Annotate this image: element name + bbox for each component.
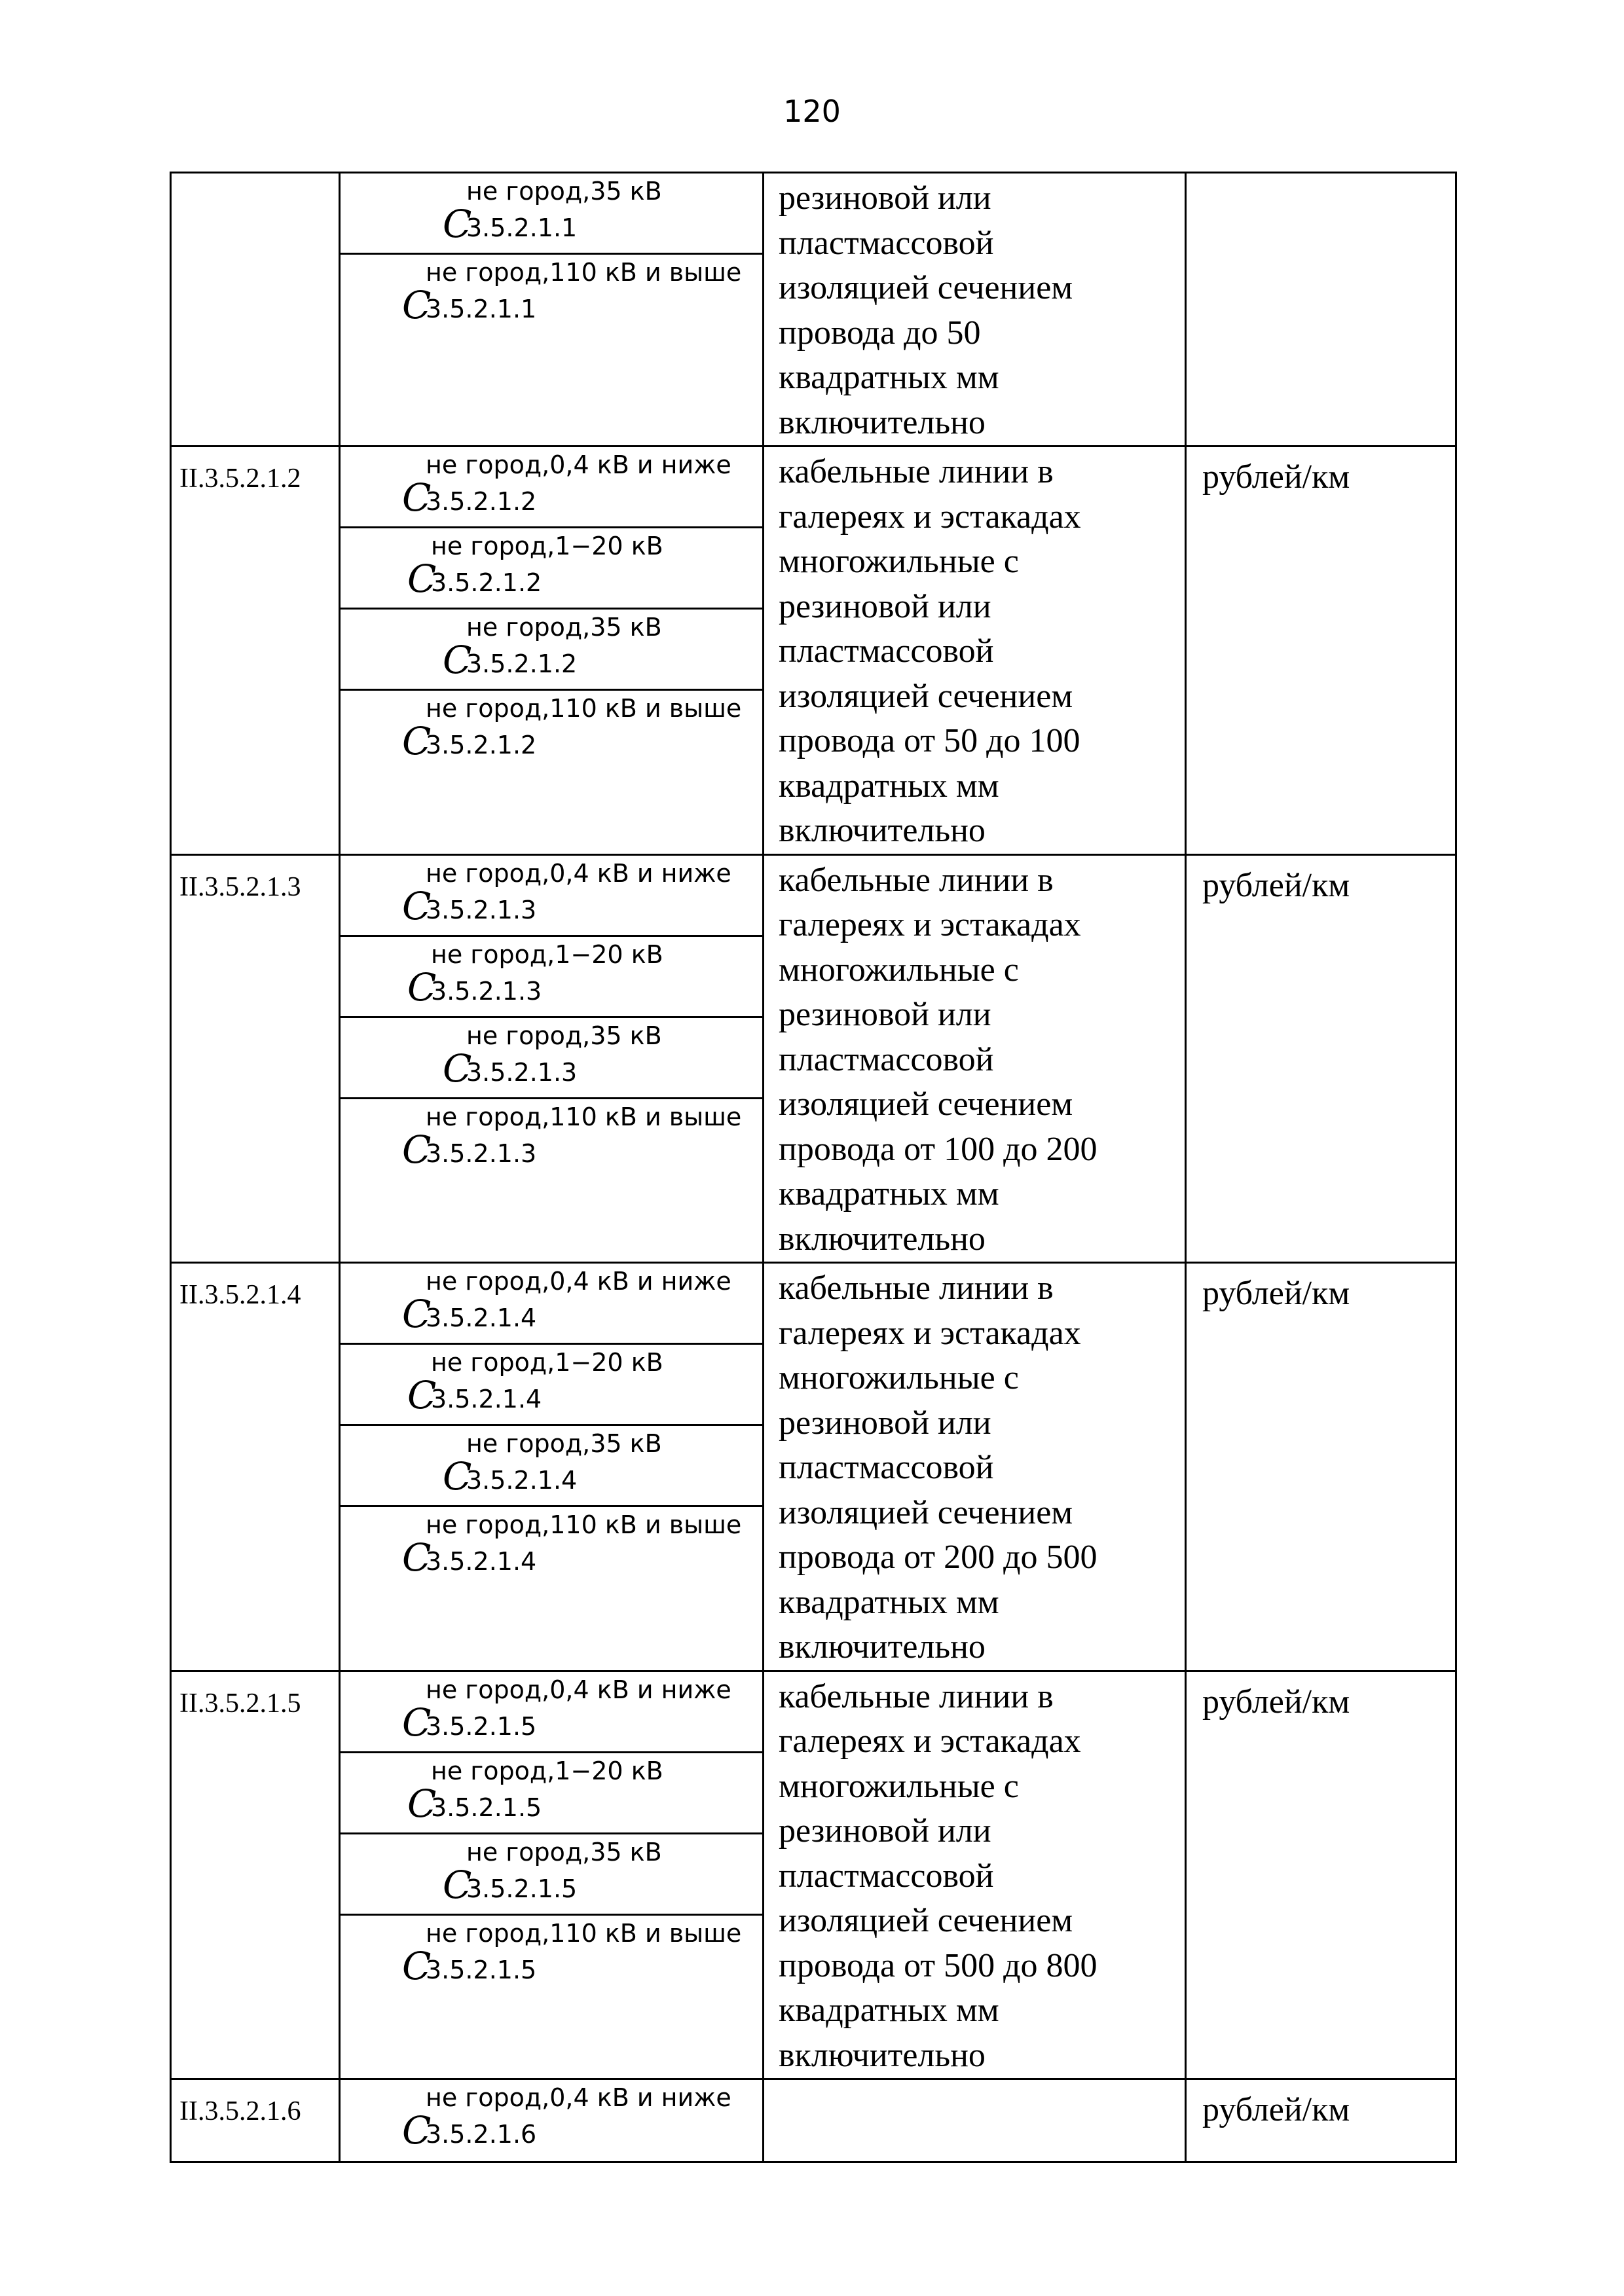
unit-cell bbox=[1186, 446, 1456, 855]
formula-superscript: не город,35 кВ bbox=[466, 1429, 662, 1458]
formula-cell bbox=[341, 691, 762, 772]
formula-symbol: C bbox=[402, 883, 432, 928]
cost-formula bbox=[402, 1918, 742, 1988]
description-line: пластмассовой bbox=[779, 632, 994, 670]
formula-cell bbox=[341, 1916, 762, 1997]
description-line: многожильные с bbox=[779, 1359, 1019, 1396]
formula-superscript: не город,35 кВ bbox=[466, 1021, 662, 1050]
description bbox=[764, 856, 1185, 1262]
description-line: включительно bbox=[779, 812, 986, 849]
description-line: изоляцией сечением bbox=[779, 1493, 1073, 1531]
formula-cell bbox=[341, 610, 762, 691]
formula-symbol: C bbox=[402, 1943, 432, 1988]
formula-symbol: C bbox=[402, 1292, 432, 1336]
formula-cell bbox=[341, 1099, 762, 1180]
formula-superscript: не город,110 кВ и выше bbox=[426, 258, 742, 287]
description-line: провода от 200 до 500 bbox=[779, 1539, 1098, 1576]
description-line: многожильные с bbox=[779, 1767, 1019, 1805]
formula-superscript: не город,1−20 кВ bbox=[431, 1348, 663, 1377]
description-line: пластмассовой bbox=[779, 1040, 994, 1078]
formula-superscript: не город,110 кВ и выше bbox=[426, 694, 742, 723]
formula-symbol: C bbox=[402, 2108, 432, 2153]
description-line: пластмассовой bbox=[779, 1857, 994, 1895]
cost-formula bbox=[402, 1102, 742, 1172]
formula-cell bbox=[341, 1018, 762, 1099]
formula-cell bbox=[341, 2080, 762, 2161]
description-line: квадратных мм bbox=[779, 359, 999, 396]
code-cell bbox=[171, 1671, 340, 2079]
row-code: II.3.5.2.1.3 bbox=[179, 871, 301, 902]
unit-label: рублей/км bbox=[1202, 866, 1350, 904]
formula-subscript: 3.5.2.1.5 bbox=[426, 1955, 537, 1984]
description-line: резиновой или bbox=[779, 1812, 991, 1850]
formula-cell bbox=[341, 856, 762, 937]
table-row bbox=[171, 1263, 1456, 1671]
formula-stack bbox=[341, 447, 762, 772]
formula-subscript: 3.5.2.1.6 bbox=[426, 2120, 537, 2149]
description bbox=[764, 447, 1185, 854]
table-row-continuation bbox=[171, 173, 1456, 446]
code-cell bbox=[171, 446, 340, 855]
formula-symbol: C bbox=[407, 964, 437, 1010]
formula-symbol: C bbox=[402, 1700, 432, 1745]
cost-formula bbox=[407, 1756, 663, 1826]
formula-superscript: не город,110 кВ и выше bbox=[426, 1918, 742, 1948]
description-line: галереях и эстакадах bbox=[779, 906, 1081, 943]
formula-symbol: C bbox=[402, 1127, 432, 1172]
table-row bbox=[171, 446, 1456, 855]
formula-stack bbox=[341, 2080, 762, 2161]
formula-cell bbox=[341, 447, 762, 528]
formula-superscript: не город,0,4 кВ и ниже bbox=[426, 858, 731, 888]
unit-cell bbox=[1186, 173, 1456, 446]
cost-formula bbox=[443, 177, 662, 246]
row-code: II.3.5.2.1.2 bbox=[179, 464, 301, 494]
code-cell bbox=[171, 2079, 340, 2162]
description bbox=[764, 173, 1185, 445]
formula-superscript: не город,35 кВ bbox=[466, 1837, 662, 1867]
formula-subscript: 3.5.2.1.5 bbox=[431, 1793, 542, 1822]
formula-cell bbox=[341, 1426, 762, 1507]
formula-superscript: не город,0,4 кВ и ниже bbox=[426, 2083, 731, 2112]
description-cell bbox=[764, 854, 1186, 1263]
description-line: резиновой или bbox=[779, 996, 991, 1033]
formula-cell bbox=[341, 1834, 762, 1916]
description-line: провода от 50 до 100 bbox=[779, 722, 1080, 759]
description-line: провода до 50 bbox=[779, 314, 981, 352]
description-line: провода от 500 до 800 bbox=[779, 1946, 1098, 1984]
formula-subscript: 3.5.2.1.2 bbox=[431, 568, 542, 597]
formula-column bbox=[340, 854, 764, 1263]
cost-formula bbox=[402, 1510, 742, 1580]
description-line: квадратных мм bbox=[779, 1583, 999, 1621]
formula-cell bbox=[341, 1672, 762, 1753]
formula-cell bbox=[341, 1507, 762, 1588]
formula-superscript: не город,0,4 кВ и ниже bbox=[426, 1675, 731, 1704]
table-row bbox=[171, 2079, 1456, 2162]
cost-formula bbox=[443, 613, 662, 682]
formula-subscript: 3.5.2.1.3 bbox=[466, 1057, 578, 1087]
description-line: изоляцией сечением bbox=[779, 269, 1073, 306]
description-line: изоляцией сечением bbox=[779, 677, 1073, 715]
formula-symbol: C bbox=[402, 719, 432, 763]
formula-subscript: 3.5.2.1.3 bbox=[426, 1139, 537, 1168]
formula-subscript: 3.5.2.1.2 bbox=[426, 731, 537, 759]
unit-label: рублей/км bbox=[1202, 2091, 1350, 2128]
formula-stack bbox=[341, 1264, 762, 1588]
cost-formula bbox=[402, 858, 731, 928]
cost-formula bbox=[402, 258, 742, 327]
description-line: включительно bbox=[779, 1628, 986, 1666]
description-cell bbox=[764, 1263, 1186, 1671]
cost-formula bbox=[407, 532, 663, 601]
formula-stack bbox=[341, 856, 762, 1180]
description-line: кабельные линии в bbox=[779, 861, 1054, 899]
cost-formula bbox=[407, 939, 663, 1010]
formula-superscript: не город,0,4 кВ и ниже bbox=[426, 1267, 731, 1296]
formula-symbol: C bbox=[443, 1046, 472, 1091]
table-row bbox=[171, 854, 1456, 1263]
formula-superscript: не город,110 кВ и выше bbox=[426, 1510, 742, 1539]
formula-subscript: 3.5.2.1.4 bbox=[466, 1466, 578, 1495]
formula-superscript: не город,1−20 кВ bbox=[431, 939, 663, 969]
unit-label: рублей/км bbox=[1202, 1683, 1350, 1721]
unit-label: рублей/км bbox=[1202, 1275, 1350, 1312]
description-cell bbox=[764, 446, 1186, 855]
formula-subscript: 3.5.2.1.2 bbox=[466, 649, 578, 678]
formula-cell bbox=[341, 255, 762, 336]
formula-symbol: C bbox=[407, 1373, 437, 1417]
description-cell bbox=[764, 173, 1186, 446]
code-cell bbox=[171, 1263, 340, 1671]
formula-subscript: 3.5.2.1.2 bbox=[426, 487, 537, 516]
formula-superscript: не город,1−20 кВ bbox=[431, 1756, 663, 1785]
description-line: галереях и эстакадах bbox=[779, 498, 1081, 536]
formula-column bbox=[340, 1263, 764, 1671]
formula-symbol: C bbox=[402, 283, 432, 327]
formula-column bbox=[340, 2079, 764, 2162]
formula-cell bbox=[341, 528, 762, 610]
cost-formula bbox=[402, 694, 742, 763]
formula-superscript: не город,35 кВ bbox=[466, 613, 662, 642]
cost-formula bbox=[402, 2083, 731, 2153]
formula-superscript: не город,110 кВ и выше bbox=[426, 1102, 742, 1131]
description-line: кабельные линии в bbox=[779, 1677, 1054, 1715]
formula-subscript: 3.5.2.1.4 bbox=[426, 1547, 537, 1576]
formula-symbol: C bbox=[443, 1454, 472, 1499]
description-line: пластмассовой bbox=[779, 224, 994, 262]
row-code: II.3.5.2.1.5 bbox=[179, 1688, 301, 1719]
formula-subscript: 3.5.2.1.1 bbox=[466, 213, 578, 242]
unit-label: рублей/км bbox=[1202, 458, 1350, 496]
formula-subscript: 3.5.2.1.4 bbox=[426, 1303, 537, 1332]
cost-formula bbox=[407, 1348, 663, 1417]
code-cell bbox=[171, 173, 340, 446]
description-line: резиновой или bbox=[779, 179, 991, 217]
formula-subscript: 3.5.2.1.5 bbox=[426, 1711, 537, 1741]
formula-stack bbox=[341, 1672, 762, 1997]
formula-symbol: C bbox=[402, 475, 432, 520]
description-line: квадратных мм bbox=[779, 767, 999, 805]
formula-cell bbox=[341, 1345, 762, 1426]
cost-formula bbox=[443, 1021, 662, 1091]
tariff-table bbox=[170, 172, 1457, 2163]
formula-symbol: C bbox=[443, 638, 472, 682]
page-number: 120 bbox=[783, 94, 841, 129]
formula-column bbox=[340, 1671, 764, 2079]
formula-symbol: C bbox=[402, 1535, 432, 1580]
formula-symbol: C bbox=[443, 1862, 472, 1907]
formula-column bbox=[340, 173, 764, 446]
description-line: изоляцией сечением bbox=[779, 1085, 1073, 1123]
formula-subscript: 3.5.2.1.3 bbox=[426, 895, 537, 924]
formula-superscript: не город,1−20 кВ bbox=[431, 532, 663, 560]
description-line: резиновой или bbox=[779, 587, 991, 625]
formula-symbol: C bbox=[443, 202, 472, 246]
unit-cell bbox=[1186, 1671, 1456, 2079]
cost-formula bbox=[402, 450, 731, 520]
formula-subscript: 3.5.2.1.4 bbox=[431, 1385, 542, 1413]
cost-formula bbox=[402, 1675, 731, 1745]
description-line: провода от 100 до 200 bbox=[779, 1130, 1098, 1168]
unit-cell bbox=[1186, 2079, 1456, 2162]
description-cell bbox=[764, 2079, 1186, 2162]
row-code: II.3.5.2.1.6 bbox=[179, 2096, 301, 2126]
row-code: II.3.5.2.1.4 bbox=[179, 1280, 301, 1310]
description-line: кабельные линии в bbox=[779, 1269, 1054, 1307]
code-cell bbox=[171, 854, 340, 1263]
formula-cell bbox=[341, 1264, 762, 1345]
formula-stack bbox=[341, 173, 762, 336]
formula-symbol: C bbox=[407, 556, 437, 601]
description bbox=[764, 2080, 1185, 2083]
description-line: включительно bbox=[779, 403, 986, 441]
description-line: галереях и эстакадах bbox=[779, 1722, 1081, 1760]
formula-subscript: 3.5.2.1.3 bbox=[431, 976, 542, 1006]
formula-cell bbox=[341, 937, 762, 1018]
unit-cell bbox=[1186, 1263, 1456, 1671]
description-cell bbox=[764, 1671, 1186, 2079]
description bbox=[764, 1672, 1185, 2079]
description bbox=[764, 1264, 1185, 1670]
description-line: изоляцией сечением bbox=[779, 1902, 1073, 1939]
formula-cell bbox=[341, 173, 762, 255]
cost-formula bbox=[443, 1429, 662, 1499]
description-line: включительно bbox=[779, 2036, 986, 2074]
formula-superscript: не город,0,4 кВ и ниже bbox=[426, 450, 731, 479]
description-line: галереях и эстакадах bbox=[779, 1314, 1081, 1352]
cost-formula bbox=[402, 1267, 731, 1336]
formula-symbol: C bbox=[407, 1781, 437, 1826]
description-line: резиновой или bbox=[779, 1404, 991, 1442]
description-line: кабельные линии в bbox=[779, 453, 1054, 490]
table-row bbox=[171, 1671, 1456, 2079]
formula-column bbox=[340, 446, 764, 855]
formula-superscript: не город,35 кВ bbox=[466, 177, 662, 206]
description-line: квадратных мм bbox=[779, 1175, 999, 1212]
formula-subscript: 3.5.2.1.1 bbox=[426, 295, 537, 323]
cost-formula bbox=[443, 1837, 662, 1907]
description-line: пластмассовой bbox=[779, 1449, 994, 1486]
formula-subscript: 3.5.2.1.5 bbox=[466, 1874, 578, 1903]
description-line: включительно bbox=[779, 1220, 986, 1258]
description-line: многожильные с bbox=[779, 951, 1019, 989]
formula-cell bbox=[341, 1753, 762, 1834]
description-line: многожильные с bbox=[779, 543, 1019, 580]
unit-cell bbox=[1186, 854, 1456, 1263]
description-line: квадратных мм bbox=[779, 1992, 999, 2029]
